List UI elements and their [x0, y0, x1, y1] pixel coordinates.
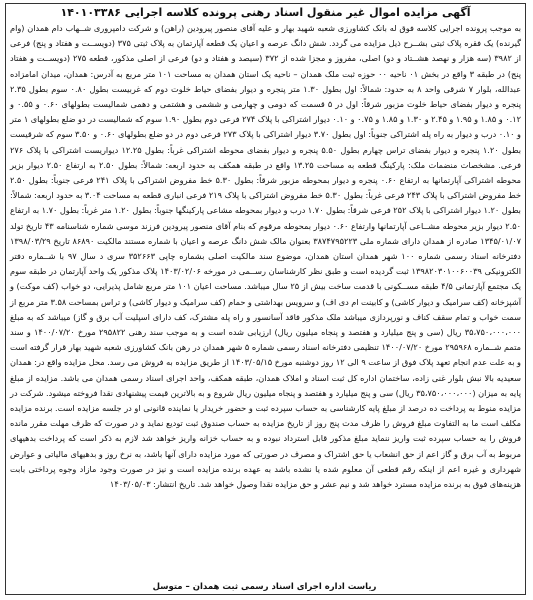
notice-title: آگهی مزایده اموال غیر منقول اسناد رهنی پرونده کلاسه اجرایی ۱۴۰۱۰۳۳۸۶ [60, 6, 471, 19]
notice-body: به موجب پرونده اجرایی کلاسه فوق له بانک کشاورزی شعبه شهید بهار و علیه آقای منصور پیرودین (راهن) و شرکت دامپروری شــهاب دام همدان (وام گیرنده) یک فقره پلاک ثبتی بشــرح ذیل مزایده می گردد. شش دانگ عرصه و اعیان یک قطعه آپارتمان به پلاک ثبتی ۳۷۵ (دویســت و هفتاد و پنج) فرعی از ۳۹۸۲ (سه هزار و نهصد هشــتاد و دو) اصلی، مفروز و مجزا شده از ۳۷۲ (سیصد و هفتاد و دو) فرعی از اصلی مذکور، قطعه ۲۷۵ (دویســت و هفتاد پنج) در طبقه ۳ واقع در بخش ۰۱ ناحیه ۰۰ حوزه ثبت ملک همدان – ناحیه یک استان همدان به مساحت ۱۰۱ متر مربع به آدرس: همدان، میدان امامزاده عبدالله، بلوار ۷ شرقی واحد ۸ به حدود: شمالاً: اول بطول ۱.۳۰ متر پنجره و دیوار بفضای حیاط خلوت دوم که غربیست بطول ۰.۸۰ سوم بطول ۲.۳۵ پنجره و دیوار بفضای حیاط خلوت مزبور شرقاً: اول در ۵ قسمت که دومی و چهارمی و ششمی و هشتمی و دهمی شمالیست بطولهای ۰.۶۰ و ۰.۵۵ و ۰.۱۲ و ۱.۸۵ و ۱.۹۵ و ۲.۴۵ و ۱.۳۰ و ۱.۸۵ و ۰.۷۵ و ۰.۱۰ دیوار اشتراکی با پلاک ۲۷۴ فرعی دوم بطول ۱.۹۰ سوم که شمالیست در دو ضلع بطولهای ۱ متر و ۰.۱۰ درب و دیوار به راه پله اشتراکی جنوباً: اول بطول ۳.۷۰ دیوار اشتراکی با پلاک ۲۷۳ فرعی دوم در دو ضلع بطولهای ۰.۶۰ و ۳.۵۰ سوم که شرقیست بطول ۱.۲۰ پنجره و دیوار بفضای تراس چهارم بطول ۵.۵۰ پنجره و دیوار بفضای محوطه اشتراکی غرباً: بطول ۱۲.۲۵ دیواریست اشتراکی با پلاک ۲۷۶ فرعی. مشخصات منضمات ملک: پارکینگ قطعه به مساحت ۱۳.۲۵ واقع در طبقه همکف به حدود اربعه: شمالاً: بطول ۲.۵۰ به ارتفاع ۲.۵۰ دیوار بزیر محوطه اشتراکی آپارتمانها به ارتفاع ۰.۶۰ پنجره و دیوار بمحوطه مزبور شرقاً: بطول ۵.۳۰ خط مفروض اشتراکی با پلاک ۲۴۱ فرعی جنوباً: بطول ۲.۵۰ خط مفروض اشتراکی با پلاک ۲۴۳ فرعی غرباً: بطول ۵.۳۰ خط مفروض اشتراکی با پلاک ۲۱۹ فرعی انباری قطعه به مساحت ۳.۰۴ به حدود اربعه: شمالاً: بطول ۱.۲۰ دیوار اشتراکی با پلاک ۲۵۲ فرعی شرقاً: بطول ۱.۷۰ درب و دیوار بمحوطه مشاعی پارکینگها جنوباً: بطول ۱.۲۰ متر غرباً: بطول ۱.۷۰ به ارتفاع ۲.۵۰ دیوار بزیر محوطه مشــاعی آپارتمانها وارتفاع ۰.۶۰ دیوار بمحوطه مرقوم که بنام آقای منصور پیرودین فرزند موسی شماره شناسنامه ۴۳ تاریخ تولد ۱۳۴۵/۰۱/۰۷ صادره از همدان دارای شماره ملی ۳۸۷۴۷۹۵۲۲۳ بعنوان مالک شش دانگ عرصه و اعیان با شماره مستند مالکیت ۸۶۸۹۰ تاریخ ۱۳۹۸/۰۳/۲۹ دفترخانه اسناد رسمی شماره ۱۰۰ شهر همدان استان همدان، موضوع سند مالکیت اصلی بشماره چاپی ۳۵۲۶۶۳ سری د سال ۹۷ با شــماره دفتر الکترونیکی ۱۳۹۸۲۰۳۰۱۰۰۶۰۰۳۹ ثبت گردیده است و طبق نظر کارشناسان رســمی در مورخه ۱۴۰۳/۰۲/۰۶ پلاک مذکور یک واحد آپارتمان در طبقه سوم یک مجتمع آپارتمانی ۴/۵ طبقه مســکونی با قدمت ساخت بیش از ۲۵ سال میباشد. مساحت اعیان ۱۰۱ متر مربع شامل پذیرایی، دو خواب (کف موکت) و آشپزخانه (کف سرامیک و دیوار کاشی) و کابینت ام دی اف) و سرویس بهداشتی و حمام (کف سرامیک و دیوار کاشی) و تراس بمساحت ۳.۵۸ متر مربع از سمت خواب و تمام سقف کناف و نورپردازی میباشد ملک مذکور فاقد آسانسور و راه پله مشترک، کف دارای اسپلیت آب برق و گاز) میباشد که به مبلغ ۳۵،۷۵۰،۰۰۰،۰۰۰ ریال (سی و پنج میلیارد و هفتصد و پنجاه میلیون ریال) ارزیابی شده است و به موجب سند رهنی ۲۹۵۸۲۲ مورخ ۱۴۰۰/۰۷/۲۰ و سند متمم شــماره ۲۹۵۹۶۸ مورخ ۱۴۰۰/۰۷/۲۰ تنظیمی دفترخانه اسناد رسمی شماره ۵ شهر همدان در رهن بانک کشاورزی شعبه شهید بهار قرار گرفته است و به علت عدم انجام تعهد پلاک فوق از ساعت ۹ الی ۱۲ روز دوشنبه مورخ ۱۴۰۳/۰۵/۱۵ از طریق مزایده به فروش می رسد. محل مزایده واقع در: همدان سعیدیه بالا نبش بلوار غنی زاده، ساختمان اداره کل ثبت اسناد و املاک همدان، طبقه همکف، واحد اجرای اسناد رسمی همدان می باشد. مزایده از مبلغ پایه به میزان (۳۵،۷۵۰،۰۰۰،۰۰۰ ریال) سی و پنج میلیارد و هفتصد و پنجاه میلیون ریال شروع و به بالاترین قیمت پیشنهادی نقدا فروخته میشود. شرکت در مزایده منوط به پرداخت ده درصد از مبلغ پایه کارشناسی به حساب سپرده ثبت و حضور خریدار یا نماینده قانونی او در جلسه مزایده است. برنده مزایده مکلف است ما به التفاوت مبلغ فروش را ظرف مدت پنج روز از تاریخ مزایده به حساب صندوق ثبت تودیع نماید و در صورت که ظرف مهلت مقرر مانده فروش را به حساب سپرده ثبت واریز ننماید مبلغ مذکور قابل استرداد نبوده و به حساب خزانه واریز خواهد شد لازم به ذکر است که پرداخت بدهیهای مربوط به آب برق و گاز اعم از حق انشعاب یا حق اشتراک و مصرف در صورتی که مورد مزایده دارای آنها باشد، به نرخ روز و بدهیهای مالیاتی و عوارض شهرداری و غیره اعم از اینکه رقم قطعی آن معلوم شده یا نشده باشد به عهده برنده مزایده است و نیز در صورت وجود مازاد وجوه پرداختی بابت هزینه‌های فوق به برنده مزایده مسترد خواهد شد و نیم عشر و حق مزایده نقدا وصول خواهد شد. تاریخ انتشار: ۱۴۰۳/۰۵/۰۳ [10, 23, 522, 490]
auction-notice [5, 3, 526, 595]
notice-signature: ریاست اداره اجرای اسناد رسمی ثبت همدان – متوسل [152, 582, 377, 592]
